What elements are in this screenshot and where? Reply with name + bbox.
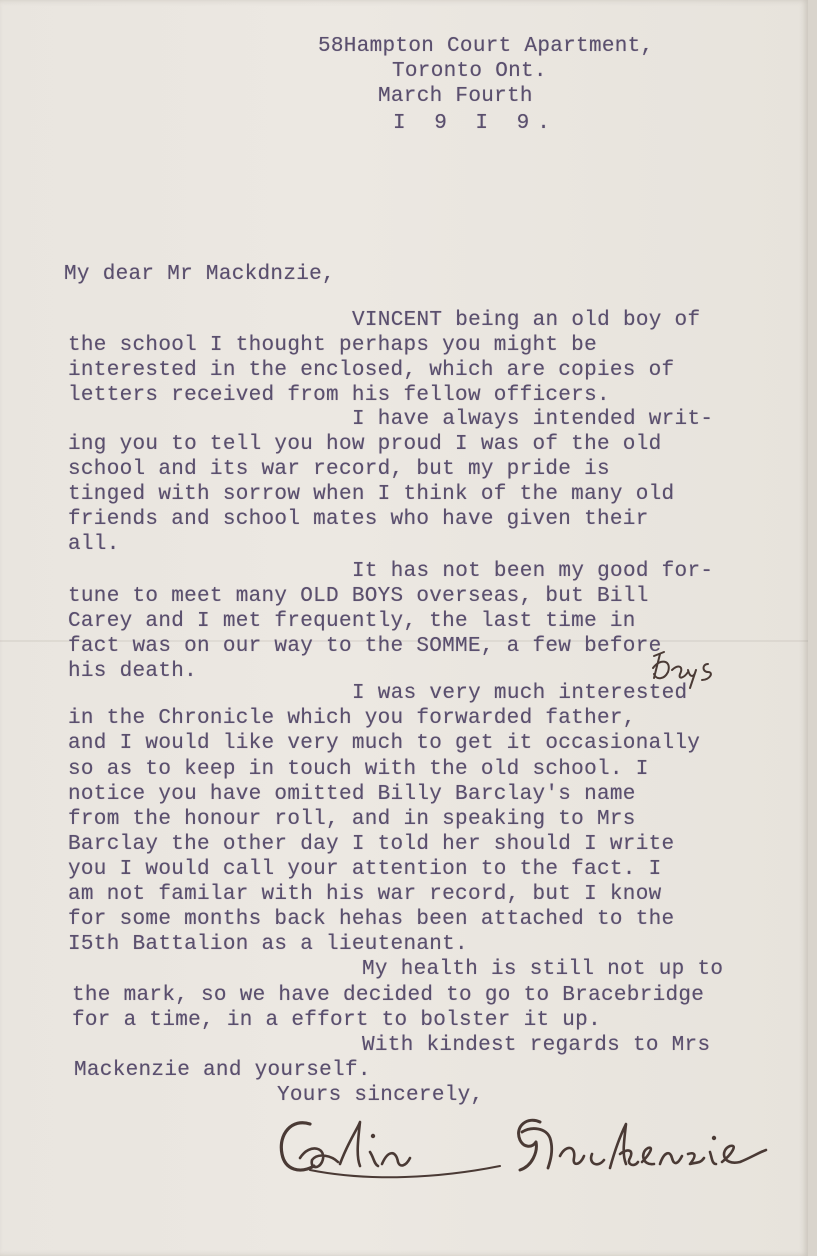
letter-year: I 9 I 9. bbox=[393, 112, 558, 135]
body-line: the school I thought perhaps you might be bbox=[68, 334, 597, 357]
body-line: friends and school mates who have given their bbox=[68, 508, 649, 531]
closing: Yours sincerely, bbox=[277, 1084, 484, 1107]
body-line: for a time, in a effort to bolster it up. bbox=[72, 1009, 601, 1032]
address-street: 58Hampton Court Apartment, bbox=[318, 35, 654, 58]
body-line: tune to meet many OLD BOYS overseas, but Bill bbox=[68, 585, 649, 608]
body-line: interested in the enclosed, which are copies of bbox=[68, 359, 675, 382]
body-line: his death. bbox=[68, 660, 198, 683]
body-line: letters received from his fellow officers. bbox=[68, 384, 610, 407]
page-edge bbox=[808, 0, 817, 1256]
body-line: VINCENT being an old boy of bbox=[352, 309, 701, 332]
body-line: fact was on our way to the SOMME, a few before bbox=[68, 635, 662, 658]
body-line: from the honour roll, and in speaking to Mrs bbox=[68, 808, 636, 831]
body-line: My health is still not up to bbox=[362, 958, 724, 981]
body-line: I was very much interested bbox=[352, 682, 688, 705]
handwritten-signature bbox=[270, 1092, 780, 1192]
body-line: in the Chronicle which you forwarded father, bbox=[68, 707, 636, 730]
body-line: so as to keep in touch with the old school. I bbox=[68, 758, 649, 781]
body-line: school and its war record, but my pride is bbox=[68, 458, 610, 481]
body-line: I5th Battalion as a lieutenant. bbox=[68, 933, 468, 956]
body-line: the mark, so we have decided to go to Bracebridge bbox=[72, 984, 705, 1007]
body-line: you I would call your attention to the fact. I bbox=[68, 858, 662, 881]
salutation: My dear Mr Mackdnzie, bbox=[64, 263, 335, 286]
body-line: With kindest regards to Mrs bbox=[362, 1034, 711, 1057]
body-line: ing you to tell you how proud I was of the old bbox=[68, 433, 662, 456]
body-line: all. bbox=[68, 533, 120, 556]
body-line: I have always intended writ- bbox=[352, 408, 714, 431]
body-line: am not familar with his war record, but I know bbox=[68, 883, 662, 906]
body-line: Mackenzie and yourself. bbox=[74, 1059, 371, 1082]
body-line: for some months back hehas been attached to the bbox=[68, 908, 675, 931]
letter-date: March Fourth bbox=[378, 85, 533, 108]
body-line: Barclay the other day I told her should I write bbox=[68, 833, 675, 856]
body-line: It has not been my good for- bbox=[352, 560, 714, 583]
body-line: notice you have omitted Billy Barclay's name bbox=[68, 783, 636, 806]
body-line: tinged with sorrow when I think of the many old bbox=[68, 483, 675, 506]
address-city: Toronto Ont. bbox=[392, 60, 547, 83]
body-line: Carey and I met frequently, the last time in bbox=[68, 610, 636, 633]
body-line: and I would like very much to get it occasionally bbox=[68, 732, 701, 755]
